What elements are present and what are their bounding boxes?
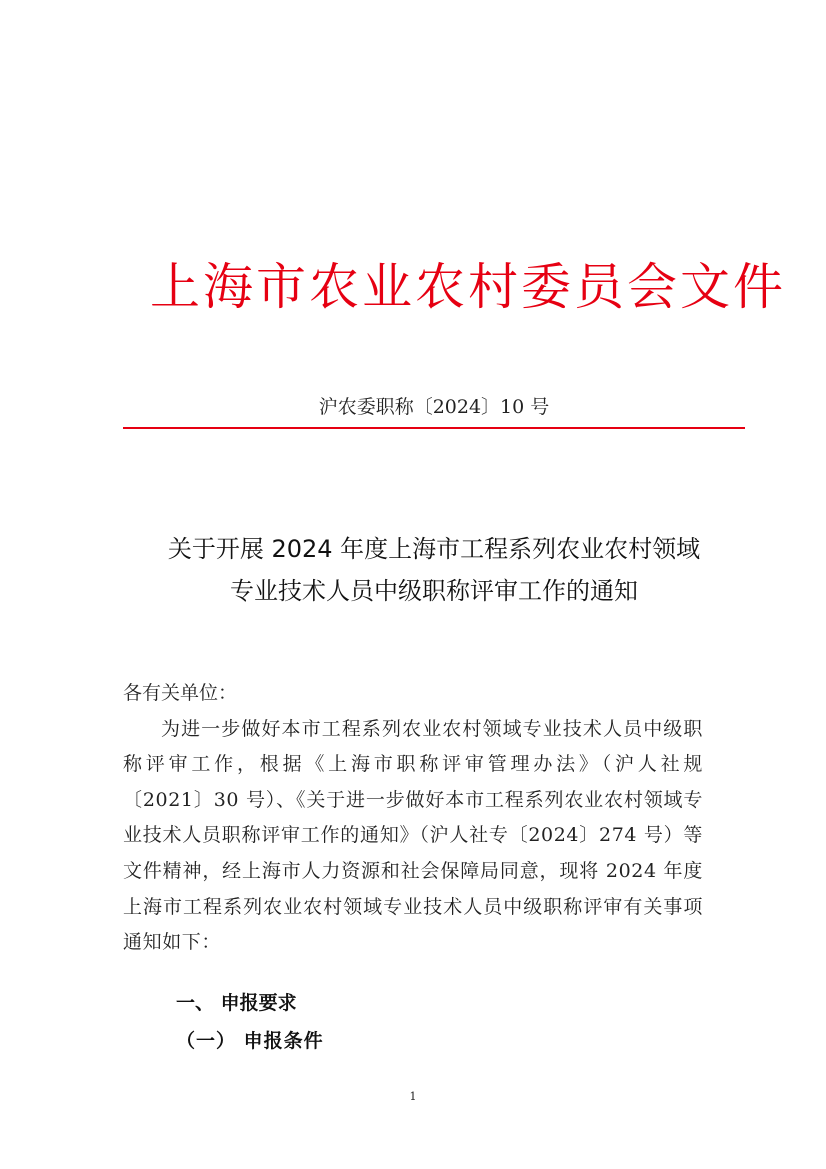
page-number: 1 (409, 1090, 417, 1103)
red-divider-line (123, 427, 745, 429)
section-heading-1: 一、 申报要求 (176, 992, 297, 1014)
notice-title (120, 528, 748, 612)
salutation: 各有关单位： (123, 682, 238, 704)
section-heading-2: （一） 申报条件 (176, 1030, 324, 1052)
document-number: 沪农委职称〔2024〕10 号 (318, 396, 550, 418)
notice-body (123, 676, 703, 961)
masthead-title: 上海市农业农村委员会文件 (150, 258, 786, 316)
notice-title-line-2: 专业技术人员中级职称评审工作的通知 (230, 577, 638, 605)
intro-paragraph: 为进一步做好本市工程系列农业农村领域专业技术人员中级职称评审工作，根据《上海市职称评审管理办法》（沪人社规〔2021〕30 号）、《关于进一步做好本市工程系列农业农村领域专业技术人员职称评审工作的通知》（沪人社专〔2024〕274 号）等文件精神，经上海市人力资源和社会保障局同意，现将 2024 年度上海市工程系列农业农村领域专业技术人员中级职称评审有关事项通知如下： (123, 717, 703, 954)
notice-title-line-1: 关于开展 2024 年度上海市工程系列农业农村领域 (167, 535, 701, 563)
